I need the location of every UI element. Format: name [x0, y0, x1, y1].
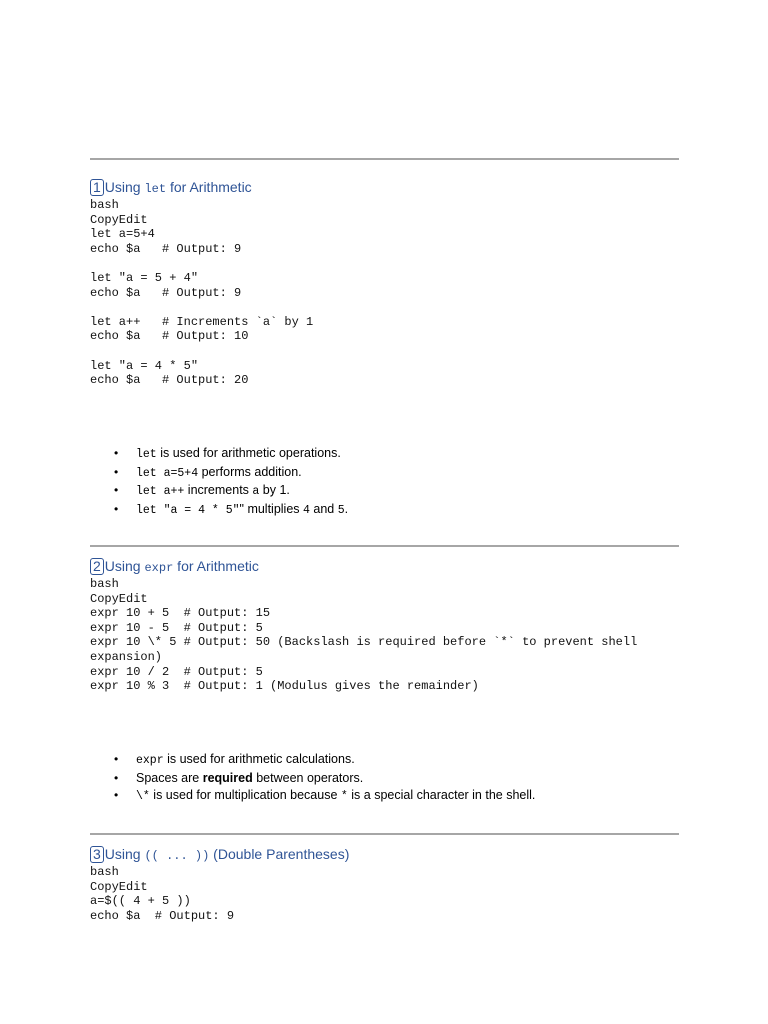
section-3-title-pre: Using	[104, 846, 145, 862]
bullet-text: " multiplies	[239, 501, 304, 516]
bullet-text: is used for multiplication because	[149, 788, 341, 802]
section-2-title-post: for Arithmetic	[173, 558, 259, 574]
section-3-number: 3	[90, 846, 104, 863]
section-1-code-block: bash CopyEdit let a=5+4 echo $a # Output: 9 let "a = 5 + 4" echo $a # Output: 9 let a++ # Increments `a` by 1 echo $a # Output: 10 let "a = 4 * 5" echo $a # Output: 20	[90, 198, 314, 388]
bullet-text: is a special character in the shell.	[347, 788, 536, 802]
inline-code: expr	[136, 754, 164, 767]
bullet-text: increments	[184, 483, 253, 497]
bullet-icon: •	[114, 752, 119, 766]
section-1-title-code: let	[144, 182, 167, 196]
list-item	[90, 445, 348, 464]
bullet-icon: •	[114, 501, 119, 516]
section-1-title-pre: Using	[104, 179, 145, 195]
section-3-title-code: (( ... ))	[144, 849, 210, 863]
section-divider-2	[90, 545, 679, 547]
section-3-code-block: bash CopyEdit a=$(( 4 + 5 )) echo $a # Output: 9	[90, 865, 235, 923]
bullet-text: by 1.	[259, 483, 290, 497]
list-item	[90, 464, 348, 483]
section-divider-3	[90, 833, 679, 835]
bullet-icon: •	[114, 788, 119, 802]
bullet-icon: •	[114, 464, 119, 479]
inline-code: \*	[136, 790, 150, 803]
list-item	[90, 501, 348, 520]
bold-text: required	[202, 770, 253, 785]
bullet-text: is used for arithmetic calculations.	[163, 752, 355, 766]
section-3-heading	[90, 845, 349, 865]
list-item	[90, 787, 535, 806]
bullet-text: .	[344, 501, 349, 516]
inline-code: 5	[337, 503, 345, 517]
bullet-text: Spaces are	[136, 770, 203, 785]
inline-code: let	[136, 448, 157, 461]
section-1-number: 1	[90, 179, 104, 196]
section-2-title-pre: Using	[104, 558, 145, 574]
section-2-title-code: expr	[144, 561, 174, 575]
bullet-text: is used for arithmetic operations.	[156, 446, 341, 460]
section-2-heading	[90, 557, 259, 577]
section-2-bullet-list	[90, 751, 535, 806]
section-divider-1	[90, 158, 679, 160]
inline-code: let a=5+4	[136, 466, 199, 480]
bullet-text: and	[309, 501, 338, 516]
inline-code: let "a = 4 * 5"	[136, 503, 240, 517]
inline-code: 4	[303, 503, 310, 517]
bullet-text: between operators.	[252, 770, 364, 785]
section-1-heading	[90, 178, 252, 198]
section-3-title-post: (Double Parentheses)	[209, 846, 350, 862]
inline-code: a	[252, 485, 260, 498]
section-2-number: 2	[90, 558, 104, 575]
list-item	[90, 751, 535, 770]
bullet-icon: •	[114, 446, 119, 460]
section-1-bullet-list	[90, 445, 348, 519]
bullet-icon: •	[114, 483, 119, 497]
bullet-icon: •	[114, 770, 119, 785]
section-2-code-block: bash CopyEdit expr 10 + 5 # Output: 15 expr 10 - 5 # Output: 5 expr 10 \* 5 # Output: 50 (Backslash is required before `*` to prevent shell expansion) expr 10 / 2 # Output: 5 expr 10 % 3 # Output: 1 (Modulus gives the remainder)	[90, 577, 638, 694]
bullet-text: performs addition.	[198, 464, 302, 479]
list-item	[90, 482, 348, 501]
section-1-title-post: for Arithmetic	[166, 179, 252, 195]
list-item	[90, 770, 535, 788]
inline-code: *	[340, 790, 348, 803]
inline-code: let a++	[136, 485, 185, 498]
